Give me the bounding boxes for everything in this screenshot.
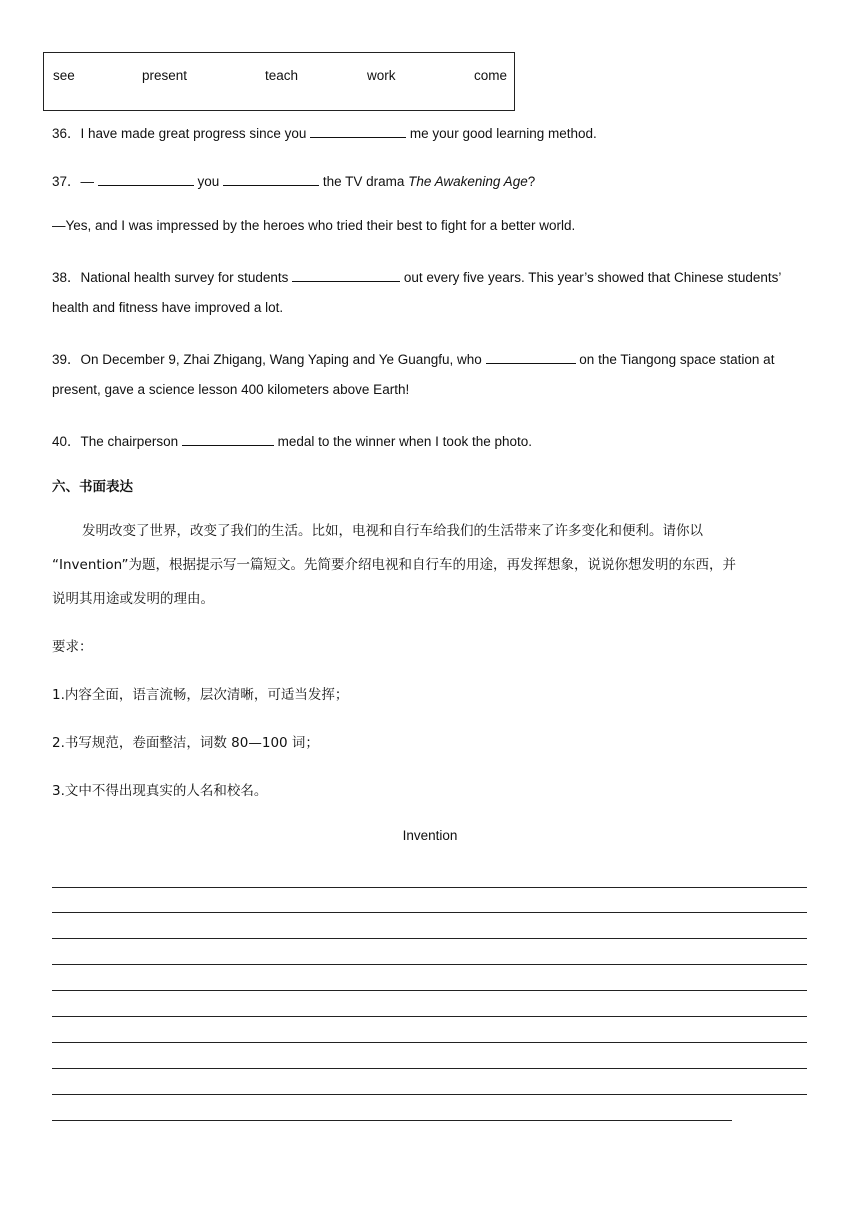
question-38-cont: health and fitness have improved a lot. [52, 300, 284, 315]
word-bank-item: work [367, 68, 396, 83]
writing-line[interactable] [52, 1068, 807, 1069]
question-38: 38．National health survey for students out every five years. This year’s showed that Chinese students’ [52, 270, 782, 285]
answer-blank[interactable] [292, 269, 400, 282]
question-36: 36．I have made great progress since you me your good learning method. [52, 126, 597, 141]
answer-blank[interactable] [310, 125, 406, 138]
word-bank-item: present [142, 68, 188, 83]
prompt-line: “Invention”为题，根据提示写一篇短文。先简要介绍电视和自行车的用途，再发挥想象，说说你想发明的东西，并 [52, 557, 736, 573]
answer-blank[interactable] [223, 173, 319, 186]
requirements-label: 要求： [52, 639, 93, 655]
section-heading: 六、书面表达 [52, 479, 133, 495]
writing-line[interactable] [52, 1094, 807, 1095]
prompt-line: 说明其用途或发明的理由。 [52, 591, 214, 607]
writing-line[interactable] [52, 1016, 807, 1017]
word-bank-item: see [53, 68, 75, 83]
word-bank-box [43, 52, 515, 111]
writing-line[interactable] [52, 887, 807, 888]
writing-line[interactable] [52, 1120, 732, 1121]
question-37-reply: —Yes, and I was impressed by the heroes who tried their best to fight for a better world. [52, 218, 576, 233]
writing-line[interactable] [52, 990, 807, 991]
writing-line[interactable] [52, 1042, 807, 1043]
answer-blank[interactable] [486, 351, 576, 364]
question-40: 40．The chairperson medal to the winner when I took the photo. [52, 434, 533, 449]
essay-title: Invention [402, 828, 458, 843]
question-37: 37．— you the TV drama The Awakening Age? [52, 174, 536, 189]
writing-line[interactable] [52, 938, 807, 939]
question-39-cont: present, gave a science lesson 400 kilometers above Earth! [52, 382, 410, 397]
requirement-item: 3.文中不得出现真实的人名和校名。 [52, 783, 268, 799]
writing-line[interactable] [52, 912, 807, 913]
answer-blank[interactable] [182, 433, 274, 446]
requirement-item: 2.书写规范，卷面整洁，词数 80—100 词； [52, 735, 319, 751]
word-bank-item: come [474, 68, 508, 83]
answer-blank[interactable] [98, 173, 194, 186]
writing-line[interactable] [52, 964, 807, 965]
requirement-item: 1.内容全面，语言流畅，层次清晰，可适当发挥； [52, 687, 349, 703]
prompt-line: 发明改变了世界，改变了我们的生活。比如，电视和自行车给我们的生活带来了许多变化和便利。请你以 [82, 523, 703, 539]
word-bank-item: teach [265, 68, 299, 83]
question-39: 39．On December 9, Zhai Zhigang, Wang Yaping and Ye Guangfu, who on the Tiangong space station at [52, 352, 775, 367]
